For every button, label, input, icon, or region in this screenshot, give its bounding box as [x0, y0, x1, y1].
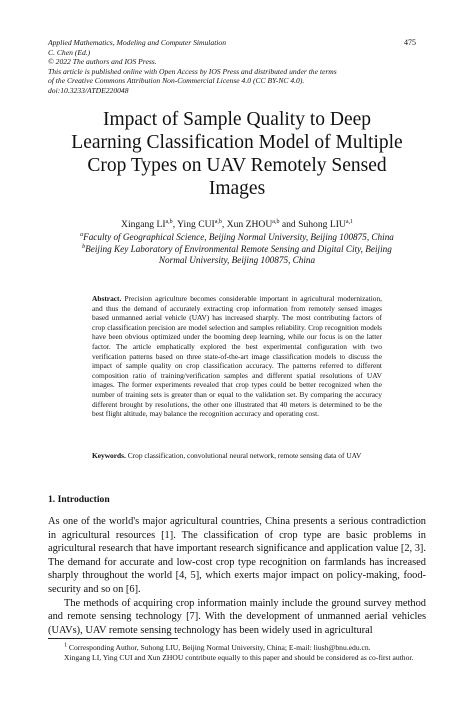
affiliation-b-cont: Normal University, Beijing 100875, China — [158, 255, 316, 266]
title-line: Crop Types on UAV Remotely Sensed — [87, 155, 387, 176]
abstract — [92, 294, 382, 419]
page-number: 475 — [404, 38, 416, 47]
keywords — [92, 451, 382, 461]
author-affil-mark: a,b — [214, 218, 222, 225]
footnote-mark: 1 — [64, 642, 67, 649]
abstract-text: Precision agriculture becomes considerable important in agricultural modernization, and thus the demand of accurately extracting crop information from remotely sensed images based unmanned aerial vehicle (UAV) has increased sharply. The most contributing factors of crop classification precision are model selection and samples reliability. Crop recognition models have been obvious optimized under the booming deep learning, while our focus is on the latter factor. The article emphatically explored the best experimental configuration with two verification patterns based on three state-of-the-art image classification models to discuss the impact of sample quality on crop classification accuracy. The patterns referred to different composition ratio of training/verification samples and different spatial resolutions of UAV images. The former experiments revealed that crop types could be better recognized when the number of training sets is greater than or equal to the validation set. By comparing the accuracy different brought by resolutions, the other one illustrated that 40 meters is determined to be the best flight altitude, may balance the recognition accuracy and operating cost. — [92, 294, 382, 419]
affil-text-a: Faculty of Geographical Science, Beijing Normal University, Beijing 100875, China — [83, 232, 394, 242]
footnote-text: Corresponding Author, Suhong LIU, Beijing Normal University, China; E-mail: liush@bnu.edu.cn. — [67, 643, 371, 652]
header-line-license-2: of the Creative Commons Attribution Non-Commercial License 4.0 (CC BY-NC 4.0). — [48, 76, 305, 86]
affil-text-b: Beijing Key Laboratory of Environmental Remote Sensing and Digital City, Beijing — [85, 243, 392, 254]
footnote-equal-contribution: Xingang LI, Ying CUI and Xun ZHOU contribute equally to this paper and should be considered as co-first author. — [64, 653, 414, 662]
author-affil-mark: a,b — [165, 218, 173, 225]
footnote-corresponding — [48, 643, 426, 653]
paper-title — [40, 108, 434, 200]
header-line-license-1: This article is published online with Open Access by IOS Press and distributed under the terms — [48, 66, 337, 76]
header-line-editor: C. Chen (Ed.) — [48, 47, 91, 57]
affiliation-a — [40, 232, 434, 244]
header-line-doi: doi:10.3233/ATDE220048 — [48, 85, 129, 95]
author-affil-mark: a,b — [272, 218, 280, 225]
footnotes — [48, 643, 426, 663]
header-line-copyright: © 2022 The authors and IOS Press. — [48, 57, 157, 67]
running-header — [48, 38, 378, 96]
title-line: Learning Classification Model of Multiple — [71, 132, 403, 153]
affil-mark-a: a — [80, 231, 84, 238]
affiliation-b — [40, 244, 434, 256]
author-name: Suhong LIU — [298, 219, 346, 230]
footnote-rule — [48, 638, 178, 639]
author-name: Xingang LI — [121, 219, 166, 230]
keywords-label: Keywords. — [92, 451, 126, 460]
author-affil-mark: a,1 — [345, 218, 353, 225]
affil-mark-b: b — [82, 243, 86, 250]
section-heading: 1. Introduction — [48, 494, 110, 505]
author-name: Xun ZHOU — [226, 219, 273, 230]
author-list — [40, 219, 434, 231]
title-line: Impact of Sample Quality to Deep — [102, 109, 372, 130]
body-paragraph: The methods of acquiring crop information mainly include the ground survey method and remote sensing technology [7]. With the development of unmanned aerial vehicles (UAVs), UAV remote sensing technology has been widely used in agricultural — [48, 597, 426, 636]
author-separator: , — [221, 219, 227, 230]
abstract-label: Abstract. — [92, 294, 122, 303]
header-line-journal: Applied Mathematics, Modeling and Computer Simulation — [48, 38, 227, 47]
affiliations — [40, 232, 434, 267]
author-name: Ying CUI — [177, 219, 215, 230]
author-separator: and — [279, 219, 299, 230]
author-separator: , — [172, 219, 178, 230]
body-paragraph: As one of the world's major agricultural countries, China presents a serious contradiction in agricultural resources [1]. The classification of crop type are basic problems in agricultural research that have important research significance and application value [2, 3]. The demand for accurate and low-cost crop type recognition on farmlands has increased sharply throughout the world [4, 5], which exerts major impact on policy-making, food-security and so on [6]. — [48, 516, 426, 595]
body-text — [48, 515, 426, 637]
keywords-text: Crop classification, convolutional neural network, remote sensing data of UAV — [127, 451, 362, 460]
title-line: Images — [208, 178, 266, 199]
